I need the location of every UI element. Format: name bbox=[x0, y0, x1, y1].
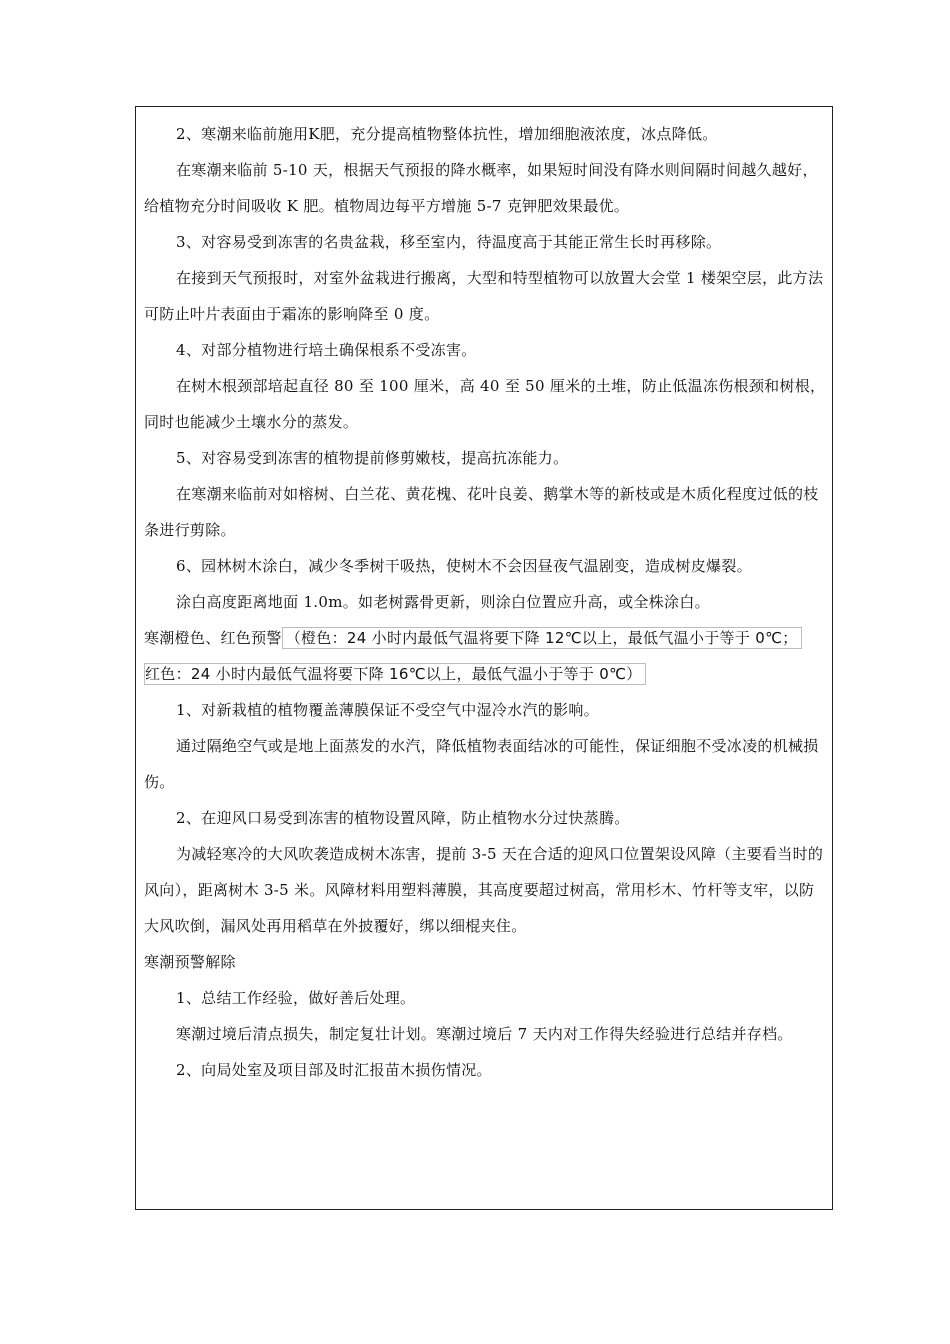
document-body bbox=[144, 116, 828, 1088]
warning-red-line bbox=[144, 656, 828, 692]
section-heading: 寒潮橙色、红色预警 bbox=[144, 629, 282, 647]
paragraph: 通过隔绝空气或是地上面蒸发的水汽，降低植物表面结冰的可能性，保证细胞不受冰凌的机械损伤。 bbox=[144, 737, 819, 791]
warning-orange-red-line bbox=[144, 620, 828, 656]
paragraph: 2、向局处室及项目部及时汇报苗木损伤情况。 bbox=[176, 1061, 492, 1079]
paragraph: 在寒潮来临前 5-10 天，根据天气预报的降水概率，如果短时间没有降水则间隔时间越久越好，给植物充分时间吸收 K 肥。植物周边每平方增施 5-7 克钾肥效果最优。 bbox=[144, 161, 818, 215]
paragraph: 5、对容易受到冻害的植物提前修剪嫩枝，提高抗冻能力。 bbox=[176, 449, 569, 467]
paragraph: 2、寒潮来临前施用K肥，充分提高植物整体抗性，增加细胞液浓度，冰点降低。 bbox=[176, 125, 718, 143]
paragraph: 3、对容易受到冻害的名贵盆栽，移至室内，待温度高于其能正常生长时再移除。 bbox=[176, 233, 722, 251]
paragraph: 2、在迎风口易受到冻害的植物设置风障，防止植物水分过快蒸腾。 bbox=[176, 809, 630, 827]
paragraph: 涂白高度距离地面 1.0m。如老树露骨更新，则涂白位置应升高，或全株涂白。 bbox=[176, 593, 710, 611]
red-warning-criteria: 红色：24 小时内最低气温将要下降 16℃以上，最低气温小于等于 0℃） bbox=[144, 663, 646, 685]
paragraph: 1、总结工作经验，做好善后处理。 bbox=[176, 989, 416, 1007]
paragraph: 4、对部分植物进行培土确保根系不受冻害。 bbox=[176, 341, 477, 359]
paragraph: 6、园林树木涂白，减少冬季树干吸热，使树木不会因昼夜气温剧变，造成树皮爆裂。 bbox=[176, 557, 752, 575]
paragraph: 1、对新栽植的植物覆盖薄膜保证不受空气中湿冷水汽的影响。 bbox=[176, 701, 599, 719]
section-heading: 寒潮预警解除 bbox=[144, 953, 236, 971]
orange-warning-criteria: （橙色：24 小时内最低气温将要下降 12℃以上，最低气温小于等于 0℃； bbox=[282, 627, 802, 649]
paragraph: 为减轻寒冷的大风吹袭造成树木冻害，提前 3-5 天在合适的迎风口位置架设风障（主要看当时的风向），距离树木 3-5 米。风障材料用塑料薄膜，其高度要超过树高，常用杉木、竹杆等支牢，以防大风吹倒，漏风处再用稻草在外披覆好，绑以细棍夹住。 bbox=[144, 845, 824, 935]
paragraph: 在寒潮来临前对如榕树、白兰花、黄花槐、花叶良姜、鹅掌木等的新枝或是木质化程度过低的枝条进行剪除。 bbox=[144, 485, 819, 539]
paragraph: 在树木根颈部培起直径 80 至 100 厘米，高 40 至 50 厘米的土堆，防止低温冻伤根颈和树根，同时也能减少土壤水分的蒸发。 bbox=[144, 377, 826, 431]
paragraph: 寒潮过境后清点损失，制定复壮计划。寒潮过境后 7 天内对工作得失经验进行总结并存档。 bbox=[176, 1025, 793, 1043]
paragraph: 在接到天气预报时，对室外盆栽进行搬离，大型和特型植物可以放置大会堂 1 楼架空层，此方法可防止叶片表面由于霜冻的影响降至 0 度。 bbox=[144, 269, 824, 323]
